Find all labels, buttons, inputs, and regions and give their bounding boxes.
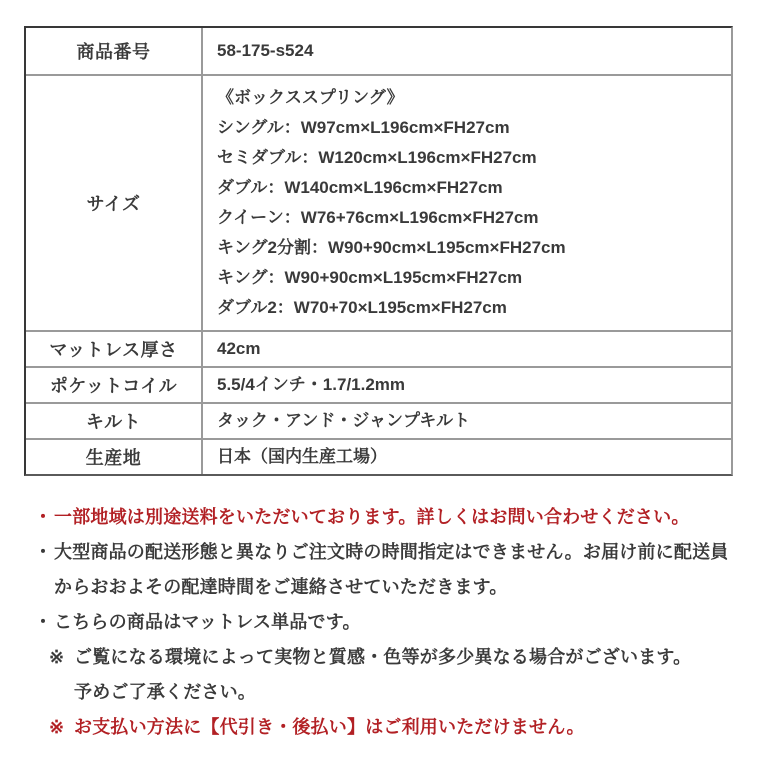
note-line: お支払い方法に【代引き・後払い】はご利用いただけません。 [74,717,585,737]
footnotes [34,500,740,745]
note-shipping-fee [34,500,740,535]
spec-label-origin: 生産地 [26,440,203,474]
note-line: ご覧になる環境によって実物と質感・色等が多少異なる場合がございます。 [74,647,692,667]
quilt-value: タック・アンド・ジャンプキルト [217,411,471,430]
bullet-marker: ・ [34,542,53,562]
spec-label-quilt: キルト [26,404,203,438]
note-color-difference [49,640,740,710]
pocket-coil-value: 5.5/4インチ・1.7/1.2mm [217,375,406,394]
note-line: 大型商品の配送形態と異なりご注文時の時間指定はできません。お届け前に配送員 [54,542,729,562]
spec-value-thickness [203,332,731,366]
note-line: からおおよその配達時間をご連絡させていただきます。 [54,577,508,597]
spec-value-size [203,76,731,330]
spec-value-item-number [203,28,731,74]
note-delivery-time [34,535,740,605]
size-line-double2: ダブル2：W70+70×L195cm×FH27cm [217,298,507,317]
size-line-double: ダブル：W140cm×L196cm×FH27cm [217,178,503,197]
note-line: こちらの商品はマットレス単品です。 [54,612,361,632]
note-mattress-only [34,605,740,640]
spec-value-pocket-coil [203,368,731,402]
size-line-single: シングル：W97cm×L196cm×FH27cm [217,118,510,137]
spec-label-size: サイズ [26,76,203,330]
product-spec-table [24,26,733,476]
spec-label-thickness: マットレス厚さ [26,332,203,366]
spec-value-quilt [203,404,731,438]
spec-row-pocket-coil [26,366,731,402]
size-line-king: キング：W90+90cm×L195cm×FH27cm [217,268,523,287]
spec-label-pocket-coil: ポケットコイル [26,368,203,402]
item-number-value: 58-175-s524 [217,41,314,60]
note-line: 一部地域は別途送料をいただいております。詳しくはお問い合わせください。 [54,507,690,527]
spec-row-origin [26,438,731,474]
spec-row-quilt [26,402,731,438]
spec-value-origin [203,440,731,474]
note-payment-restriction [49,710,740,745]
note-text [54,605,740,640]
origin-value: 日本（国内生産工場） [217,447,387,466]
note-text [54,535,740,605]
spec-row-size [26,74,731,330]
note-line: 予めご了承ください。 [74,682,256,702]
note-text [54,500,740,535]
size-line-heading: 《ボックススプリング》 [217,88,404,107]
kome-marker: ※ [49,717,65,737]
thickness-value: 42cm [217,339,261,358]
note-text [74,640,740,710]
size-line-king-split: キング2分割：W90+90cm×L195cm×FH27cm [217,238,566,257]
spec-label-item-number: 商品番号 [26,28,203,74]
spec-row-thickness [26,330,731,366]
kome-marker: ※ [49,647,65,667]
size-line-semidouble: セミダブル：W120cm×L196cm×FH27cm [217,148,537,167]
bullet-marker: ・ [34,612,53,632]
bullet-marker: ・ [34,507,53,527]
spec-row-item-number [26,28,731,74]
note-text [74,710,740,745]
size-line-queen: クイーン：W76+76cm×L196cm×FH27cm [217,208,539,227]
